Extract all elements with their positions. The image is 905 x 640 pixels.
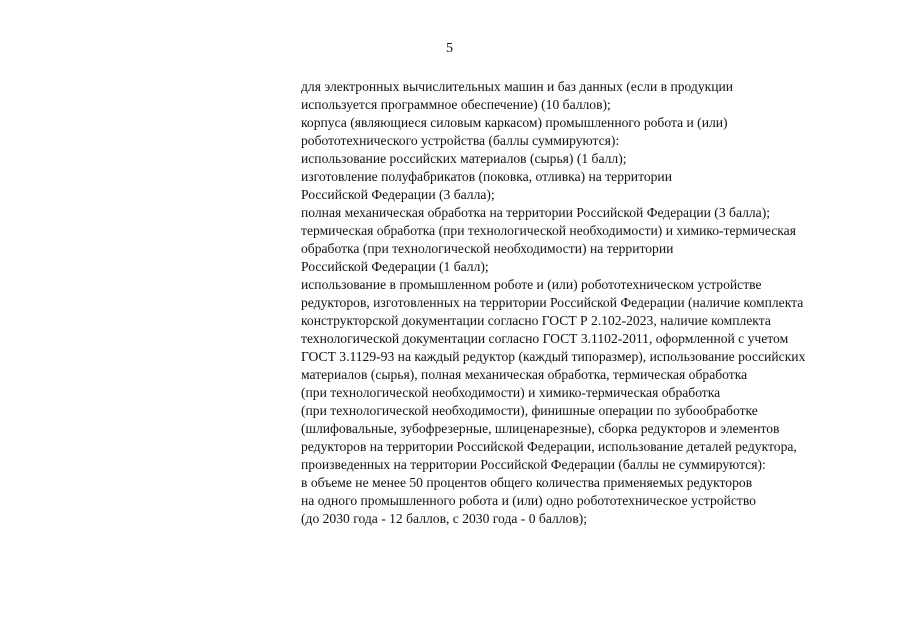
text-line: (при технологической необходимости), финишные операции по зубообработке	[301, 403, 758, 418]
text-line: робототехнического устройства (баллы суммируются):	[301, 133, 620, 148]
text-line: произведенных на территории Российской Федерации (баллы не суммируются):	[301, 457, 766, 472]
text-line: полная механическая обработка на территории Российской Федерации (3 балла);	[301, 205, 771, 220]
text-line: материалов (сырья), полная механическая обработка, термическая обработка	[301, 367, 748, 382]
text-line: в объеме не менее 50 процентов общего количества применяемых редукторов	[301, 475, 753, 490]
text-line: ГОСТ 3.1129-93 на каждый редуктор (каждый типоразмер), использование российских	[301, 349, 806, 364]
page-number: 5	[446, 41, 453, 56]
text-line: технологической документации согласно ГОСТ 3.1102-2011, оформленной с учетом	[301, 331, 789, 346]
text-line: редукторов, изготовленных на территории Российской Федерации (наличие комплекта	[301, 295, 804, 310]
text-line: редукторов на территории Российской Федерации, использование деталей редуктора,	[301, 439, 797, 454]
text-line: используется программное обеспечение) (10 баллов);	[301, 97, 611, 112]
text-line: изготовление полуфабрикатов (поковка, отливка) на территории	[301, 169, 672, 184]
text-line: для электронных вычислительных машин и баз данных (если в продукции	[301, 79, 734, 94]
text-line: конструкторской документации согласно ГОСТ Р 2.102-2023, наличие комплекта	[301, 313, 771, 328]
text-line: (при технологической необходимости) и химико-термическая обработка	[301, 385, 721, 400]
document-body	[301, 78, 881, 528]
text-line: использование в промышленном роботе и (или) робототехническом устройстве	[301, 277, 762, 292]
text-line: (шлифовальные, зубофрезерные, шлиценарезные), сборка редукторов и элементов	[301, 421, 780, 436]
text-line: Российской Федерации (1 балл);	[301, 259, 489, 274]
text-line: на одного промышленного робота и (или) одно робототехническое устройство	[301, 493, 756, 508]
text-line: (до 2030 года - 12 баллов, с 2030 года - 0 баллов);	[301, 511, 588, 526]
text-line: использование российских материалов (сырья) (1 балл);	[301, 151, 627, 166]
text-line: обработка (при технологической необходимости) на территории	[301, 241, 674, 256]
text-line: термическая обработка (при технологической необходимости) и химико-термическая	[301, 223, 796, 238]
text-line: Российской Федерации (3 балла);	[301, 187, 495, 202]
text-line: корпуса (являющиеся силовым каркасом) промышленного робота и (или)	[301, 115, 728, 130]
